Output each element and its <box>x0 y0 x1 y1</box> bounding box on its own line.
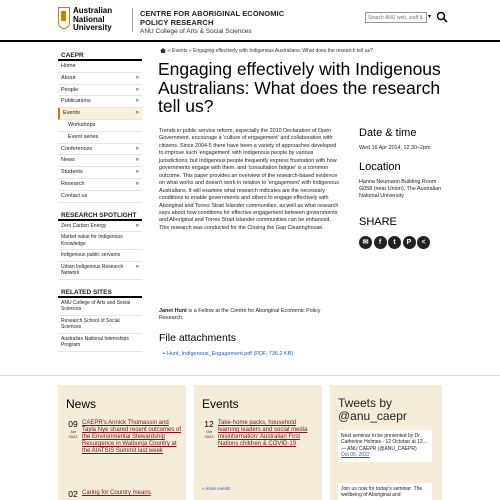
tweet-card[interactable] <box>338 430 432 462</box>
author-bio <box>159 308 341 323</box>
sidebar-item-label: Contact us <box>61 192 88 199</box>
spotlight-item[interactable] <box>58 232 142 250</box>
sidebar-item-label: People <box>61 86 79 93</box>
attachments-heading: File attachments <box>159 332 237 344</box>
sidebar-item-events[interactable] <box>58 108 142 120</box>
news-link[interactable]: Caring for Country means <box>82 490 151 496</box>
spotlight-label: Urban Indigenous Research Network <box>61 263 124 277</box>
search-dropdown-icon[interactable]: ▾ <box>428 14 432 20</box>
tweet-text: Next seminar to be presented by Dr Catherine Holmes - 12 October at 12... <box>341 433 427 446</box>
logo-line: Australian <box>73 6 113 15</box>
expand-arrow-icon[interactable]: » <box>135 222 139 229</box>
college-name[interactable]: ANU College of Arts & Social Sciences <box>140 28 252 35</box>
news-panel <box>58 385 186 500</box>
author-name: Janet Hunt <box>159 308 187 314</box>
pinterest-icon[interactable]: P <box>403 236 416 249</box>
expand-arrow-icon[interactable]: » <box>135 74 139 81</box>
sidebar-item-label: Publications <box>61 98 91 105</box>
anu-logo-text <box>73 7 112 33</box>
news-heading[interactable]: News <box>66 397 97 411</box>
sidebar-subitem-event-series[interactable]: Event series <box>58 132 142 144</box>
sidebar-item-label: News <box>61 157 75 164</box>
event-item[interactable] <box>202 420 320 465</box>
breadcrumb <box>160 48 460 54</box>
header-divider <box>0 40 500 42</box>
expand-arrow-icon[interactable]: » <box>135 169 139 176</box>
sidebar-item-label: Research <box>61 180 85 187</box>
sidebar-item-about[interactable] <box>58 73 142 85</box>
date-badge <box>202 420 216 439</box>
logo-line: University <box>73 23 112 32</box>
event-location: Hanna Neumann Building Room G058 (near Union), The Australian National University <box>359 179 442 200</box>
home-icon[interactable] <box>160 48 166 53</box>
date-day: 02 <box>68 489 78 499</box>
expand-arrow-icon[interactable]: » <box>135 157 139 164</box>
related-site-link[interactable]: Australian National Internships Program <box>58 334 142 352</box>
search-icon[interactable] <box>436 11 448 23</box>
expand-arrow-icon[interactable]: » <box>135 263 139 270</box>
search-input[interactable] <box>365 12 427 23</box>
footer-divider <box>0 375 500 376</box>
location-heading: Location <box>359 161 401 173</box>
logo-divider <box>132 8 133 32</box>
date-day: 09 <box>68 419 78 429</box>
date-year: 2022 <box>204 434 214 439</box>
author-description: is a Fellow at the Centre for Aboriginal Economic Policy Research. <box>159 308 321 322</box>
share-heading: SHARE <box>359 216 397 228</box>
date-month: Oct <box>205 429 213 434</box>
footer <box>0 385 500 500</box>
page-title: Engaging effectively with Indigenous Australians: What does the research tell us? <box>158 59 441 116</box>
spotlight-label: Indigenous public servants <box>61 252 121 259</box>
sidebar-item-news[interactable] <box>58 155 142 167</box>
date-year: 2022 <box>68 434 78 439</box>
sidebar-item-label: Students <box>61 169 83 176</box>
event-date: Wed 16 Apr 2014, 12:30–2pm <box>359 145 431 151</box>
events-heading[interactable]: Events <box>202 397 239 411</box>
event-link[interactable]: Take-home packs, household learning leaders and social media misinformation: Australian First Nations children & COVID-19 <box>218 420 308 447</box>
date-heading: Date & time <box>359 127 417 139</box>
events-panel <box>194 385 322 500</box>
tweet-date-link[interactable]: Oct 05, 2022 <box>341 452 370 459</box>
tweet-card[interactable] <box>338 483 432 500</box>
share-icon[interactable]: < <box>417 236 430 249</box>
tweet-author: — ANU CAEPR (@ANU_CAEPR) <box>341 445 417 452</box>
facebook-icon[interactable]: f <box>374 236 387 249</box>
sidebar-item-people[interactable] <box>58 85 142 97</box>
spotlight-item[interactable] <box>58 250 142 262</box>
centre-name[interactable]: CENTRE FOR ABORIGINAL ECONOMIC POLICY RESEARCH <box>140 9 285 27</box>
expand-arrow-icon[interactable]: » <box>135 110 139 117</box>
tweets-panel <box>330 385 442 500</box>
spotlight-item[interactable] <box>58 221 142 233</box>
sidebar-subitem-workshops[interactable]: Workshops <box>58 120 142 132</box>
news-item[interactable] <box>66 490 184 500</box>
news-item[interactable] <box>66 420 184 480</box>
more-events-link[interactable]: » more events <box>202 486 231 491</box>
logo-line: National <box>73 14 105 24</box>
sidebar-item-contact-us[interactable] <box>58 191 142 203</box>
twitter-icon[interactable]: t <box>388 236 401 249</box>
share-buttons <box>359 236 430 249</box>
date-day: 12 <box>204 419 214 429</box>
spotlight-label: Zero Carbon Energy <box>61 222 107 229</box>
expand-arrow-icon[interactable]: » <box>135 86 139 93</box>
tweet-text: Join us now for today's seminar: The wellbeing of Aboriginal and <box>341 486 423 499</box>
research-spotlight-heading: RESEARCH SPOTLIGHT <box>58 210 142 221</box>
breadcrumb-trail[interactable]: » Events » Engaging effectively with Indigenous Australians: What does the research tell us? <box>168 48 373 54</box>
anu-crest-icon <box>58 7 70 29</box>
spotlight-item[interactable] <box>58 262 142 280</box>
sidebar-item-conferences[interactable] <box>58 144 142 156</box>
sidebar-nav <box>58 50 142 352</box>
related-site-link[interactable]: ANU College of Arts and Social Sciences <box>58 298 142 316</box>
event-description: Trends in public service reform, especially the 2010 Declaration of Open Government, encourage a 'culture of engagement' and collaboration with citizens. Since 2004-5 there have been a variety of approaches developed to improve such 'engagement' with Indigenous people by various jurisdictions, but Indigenous people frequently express frustration with how governments engage with them, and 'consultation fatigue' is a common outcome. This paper provides an overview of the research-based evidence on what works and doesn't work in relation to 'engagement' with Indigenous Australians. It will examine what research indicates are the necessary conditions to enable governments and others to engage effectively with Aboriginal and Torres Strait Islander communities, as well as what research says about how conditions for effective engagement between governments and Aboriginal and Torres Strait Islander communities can be enhanced. This research was conducted for the Closing the Gap Clearinghouse. <box>159 128 339 231</box>
sidebar-item-home[interactable] <box>58 61 142 73</box>
sidebar-item-label: Events <box>63 110 80 117</box>
expand-arrow-icon[interactable]: » <box>135 98 139 105</box>
sidebar-item-label: Conferences <box>61 145 93 152</box>
attachment-link[interactable]: • Hunt_Indigenous_Engagement.pdf (PDF, 736.2 KB) <box>163 351 293 357</box>
expand-arrow-icon[interactable]: » <box>135 180 139 187</box>
sidebar-heading[interactable]: CAEPR <box>58 50 142 61</box>
sidebar-item-label: Home <box>61 63 76 69</box>
spotlight-label: Market value for Indigenous Knowledge <box>61 234 123 247</box>
sidebar-item-students[interactable] <box>58 167 142 179</box>
date-badge <box>66 490 80 499</box>
related-site-link[interactable]: Research School of Social Sciences <box>58 316 142 334</box>
date-badge <box>66 420 80 439</box>
anu-logo[interactable] <box>58 7 122 35</box>
date-month: Jun <box>69 429 77 434</box>
news-link[interactable]: CAEPR's Annick Thomassin and Tayla Nye shared recent outcomes of the Environmental Stewardship Resurgence in Walbunja Country at the AIATSIS Summit last week <box>82 420 182 454</box>
sidebar-item-label: About <box>61 74 76 81</box>
expand-arrow-icon[interactable]: » <box>135 145 139 152</box>
sidebar-item-research[interactable] <box>58 179 142 191</box>
sidebar-item-publications[interactable] <box>58 96 142 108</box>
email-icon[interactable]: ✉ <box>359 236 372 249</box>
site-header <box>0 0 500 40</box>
related-sites-heading: RELATED SITES <box>58 287 142 298</box>
tweets-heading[interactable]: Tweets by @anu_caepr <box>338 396 407 423</box>
